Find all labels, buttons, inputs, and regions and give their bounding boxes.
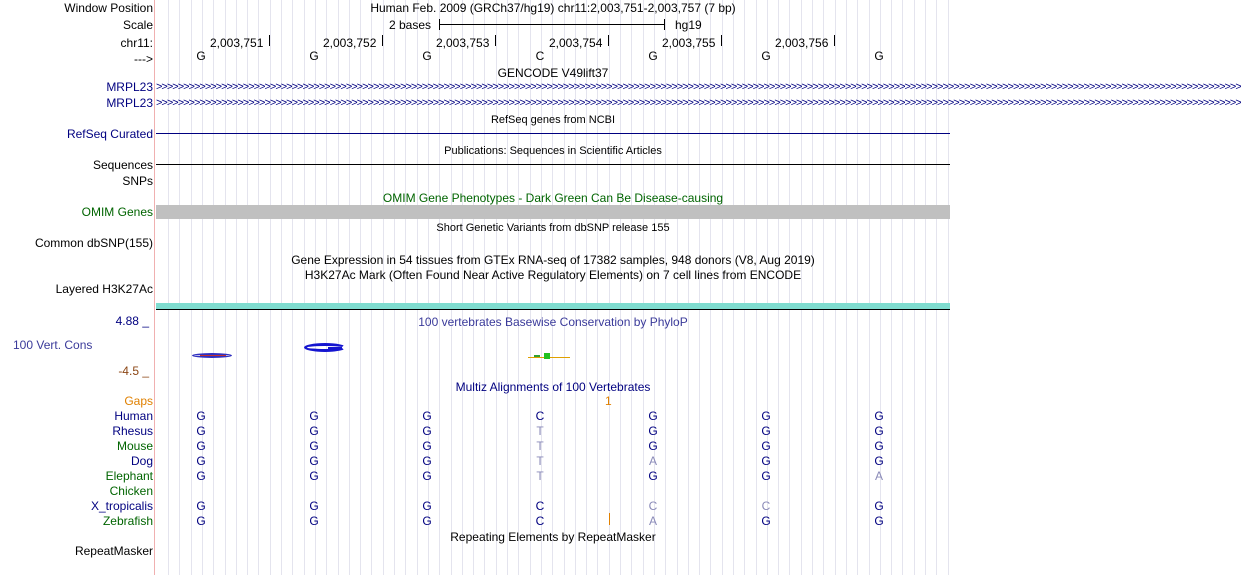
pubs-title: Publications: Sequences in Scientific Articles bbox=[444, 145, 662, 157]
track-label-snps[interactable]: SNPs bbox=[122, 174, 153, 188]
scale-db: hg19 bbox=[675, 18, 702, 32]
label-separator bbox=[154, 0, 155, 575]
h3k27ac-baseline bbox=[156, 309, 950, 310]
window-position-label: Window Position bbox=[64, 1, 153, 15]
h3k27ac-title: H3K27Ac Mark (Often Found Near Active Regulatory Elements) on 7 cell lines from ENCODE bbox=[304, 268, 802, 282]
alignment-base: G bbox=[648, 469, 658, 483]
scale-bar-right bbox=[664, 19, 665, 30]
ruler-position: 2,003,755 bbox=[662, 36, 716, 50]
track-label-dbsnp[interactable]: Common dbSNP(155) bbox=[34, 236, 153, 250]
alignment-base: G bbox=[874, 499, 884, 513]
alignment-base: G bbox=[761, 454, 771, 468]
alignment-base: G bbox=[422, 454, 432, 468]
ruler-position: 2,003,752 bbox=[323, 36, 377, 50]
alignment-base: C bbox=[535, 409, 545, 423]
browser-image[interactable] bbox=[156, 0, 1241, 575]
ruler-position: 2,003,756 bbox=[775, 36, 829, 50]
alignment-base: G bbox=[309, 469, 319, 483]
alignment-base: G bbox=[422, 469, 432, 483]
reference-base[interactable]: C bbox=[535, 49, 545, 63]
alignment-base: G bbox=[422, 424, 432, 438]
dbsnp-title: Short Genetic Variants from dbSNP release 155 bbox=[436, 222, 670, 234]
species-label-elephant[interactable]: Elephant bbox=[105, 469, 153, 483]
alignment-base: C bbox=[535, 514, 545, 528]
alignment-base: G bbox=[874, 424, 884, 438]
species-label-rhesus[interactable]: Rhesus bbox=[112, 424, 153, 438]
alignment-base: G bbox=[761, 514, 771, 528]
ruler-tick bbox=[269, 35, 270, 46]
alignment-base: G bbox=[648, 409, 658, 423]
alignment-base: C bbox=[535, 499, 545, 513]
scale-label: Scale bbox=[122, 18, 153, 32]
alignment-base: G bbox=[309, 409, 319, 423]
ruler-tick bbox=[382, 35, 383, 46]
gene-mrpl23-1[interactable]: >>>>>>>>>>>>>>>>>>>>>>>>>>>>>>>>>>>>>>>>>>>>>>>>>>>>>>>>>>>>>>>>>>>>>>>>>>>>>>>>>>>>>>>>>>>>>>>>>>>>>>>>>>>>>>>>>>>>>>>>>>>>>>>>>>>>>>>>>>>>>>>>>>>>>>>>>>>>>>>>>>>>>>>>>>>>>>>>>>>>>>>>>>>>>>>>>>>>>>>> bbox=[156, 81, 1241, 93]
track-label-mrpl23-1[interactable]: MRPL23 bbox=[106, 80, 153, 94]
species-label-dog[interactable]: Dog bbox=[130, 454, 153, 468]
alignment-base: T bbox=[536, 439, 544, 453]
ruler-tick bbox=[721, 35, 722, 46]
cons-max-label: 4.88 _ bbox=[115, 314, 149, 328]
window-position-value: Human Feb. 2009 (GRCh37/hg19) chr11:2,003,751-2,003,757 (7 bp) bbox=[370, 1, 736, 15]
alignment-base: G bbox=[874, 439, 884, 453]
omim-bar[interactable] bbox=[156, 205, 950, 219]
alignment-base: G bbox=[196, 469, 206, 483]
reference-base[interactable]: G bbox=[196, 49, 206, 63]
species-label-chicken[interactable]: Chicken bbox=[109, 484, 153, 498]
alignment-base: G bbox=[196, 499, 206, 513]
species-label-x_tropicalis[interactable]: X_tropicalis bbox=[90, 499, 153, 513]
alignment-base: A bbox=[874, 469, 883, 483]
reference-base[interactable]: G bbox=[309, 49, 319, 63]
gaps-label: Gaps bbox=[124, 394, 153, 408]
track-label-refseq[interactable]: RefSeq Curated bbox=[66, 127, 153, 141]
alignment-base: G bbox=[196, 454, 206, 468]
alignment-base: C bbox=[761, 499, 771, 513]
alignment-base: C bbox=[648, 499, 658, 513]
alignment-base: T bbox=[536, 469, 544, 483]
species-label-zebrafish[interactable]: Zebrafish bbox=[102, 514, 153, 528]
refseq-title: RefSeq genes from NCBI bbox=[490, 114, 616, 126]
ruler-position: 2,003,751 bbox=[210, 36, 264, 50]
track-label-omim[interactable]: OMIM Genes bbox=[81, 205, 153, 219]
reference-base[interactable]: G bbox=[422, 49, 432, 63]
refseq-gene-line[interactable] bbox=[156, 133, 950, 134]
cons-logo-g2-bar bbox=[328, 347, 342, 350]
gtex-title: Gene Expression in 54 tissues from GTEx RNA-seq of 17382 samples, 948 donors (V8, Aug 2019) bbox=[291, 253, 815, 267]
alignment-base: G bbox=[309, 499, 319, 513]
track-label-repeatmasker[interactable]: RepeatMasker bbox=[74, 544, 153, 558]
alignment-base: G bbox=[196, 514, 206, 528]
reference-base[interactable]: G bbox=[761, 49, 771, 63]
alignment-base: G bbox=[422, 514, 432, 528]
cons-min-label: -4.5 _ bbox=[118, 364, 149, 378]
track-label-conservation[interactable]: 100 Vert. Cons bbox=[13, 338, 93, 352]
cons-logo-c-mark bbox=[534, 355, 540, 357]
cons-logo-c-square bbox=[544, 353, 550, 359]
ruler-position: 2,003,754 bbox=[549, 36, 603, 50]
alignment-base: G bbox=[874, 409, 884, 423]
species-label-human[interactable]: Human bbox=[114, 409, 153, 423]
alignment-base: T bbox=[536, 424, 544, 438]
reference-base[interactable]: G bbox=[648, 49, 658, 63]
track-label-h3k27ac[interactable]: Layered H3K27Ac bbox=[55, 282, 153, 296]
multiz-title: Multiz Alignments of 100 Vertebrates bbox=[455, 380, 651, 394]
gap-count: 1 bbox=[605, 394, 612, 408]
alignment-base: G bbox=[648, 439, 658, 453]
ruler-tick bbox=[608, 35, 609, 46]
reference-base[interactable]: G bbox=[874, 49, 884, 63]
alignment-base: G bbox=[761, 409, 771, 423]
cons-logo-g1-fill bbox=[200, 355, 226, 356]
alignment-base: G bbox=[309, 514, 319, 528]
alignment-base: G bbox=[196, 409, 206, 423]
gene-mrpl23-2[interactable]: >>>>>>>>>>>>>>>>>>>>>>>>>>>>>>>>>>>>>>>>>>>>>>>>>>>>>>>>>>>>>>>>>>>>>>>>>>>>>>>>>>>>>>>>>>>>>>>>>>>>>>>>>>>>>>>>>>>>>>>>>>>>>>>>>>>>>>>>>>>>>>>>>>>>>>>>>>>>>>>>>>>>>>>>>>>>>>>>>>>>>>>>>>>>>>>>>>>>>>>> bbox=[156, 97, 1241, 109]
cons-title: 100 vertebrates Basewise Conservation by PhyloP bbox=[418, 315, 688, 329]
alignment-base: G bbox=[309, 424, 319, 438]
alignment-base: G bbox=[874, 514, 884, 528]
alignment-base: A bbox=[648, 454, 657, 468]
alignment-base: G bbox=[309, 454, 319, 468]
alignment-base: A bbox=[648, 514, 657, 528]
track-label-mrpl23-2[interactable]: MRPL23 bbox=[106, 96, 153, 110]
alignment-base: G bbox=[761, 424, 771, 438]
alignment-base: G bbox=[422, 499, 432, 513]
alignment-base: G bbox=[874, 454, 884, 468]
gencode-title: GENCODE V49lift37 bbox=[497, 66, 609, 80]
alignment-base: G bbox=[422, 409, 432, 423]
zebrafish-insert-mark bbox=[609, 513, 610, 525]
alignment-base: G bbox=[422, 439, 432, 453]
alignment-base: G bbox=[648, 424, 658, 438]
alignment-base: T bbox=[536, 454, 544, 468]
alignment-base: G bbox=[196, 439, 206, 453]
alignment-base: G bbox=[309, 439, 319, 453]
strand-label: ---> bbox=[134, 52, 153, 66]
repeatmasker-title: Repeating Elements by RepeatMasker bbox=[450, 530, 656, 544]
ruler-position: 2,003,753 bbox=[436, 36, 490, 50]
alignment-base: G bbox=[761, 469, 771, 483]
alignment-base: G bbox=[761, 439, 771, 453]
species-label-mouse[interactable]: Mouse bbox=[116, 439, 153, 453]
scale-bar bbox=[439, 24, 665, 25]
alignment-base: G bbox=[196, 424, 206, 438]
chrom-label: chr11: bbox=[120, 36, 153, 50]
scale-value: 2 bases bbox=[389, 18, 432, 32]
sequences-line[interactable] bbox=[156, 164, 950, 165]
ruler-tick bbox=[834, 35, 835, 46]
omim-title: OMIM Gene Phenotypes - Dark Green Can Be Disease-causing bbox=[382, 191, 724, 205]
ruler-tick bbox=[495, 35, 496, 46]
track-label-sequences[interactable]: Sequences bbox=[92, 158, 153, 172]
